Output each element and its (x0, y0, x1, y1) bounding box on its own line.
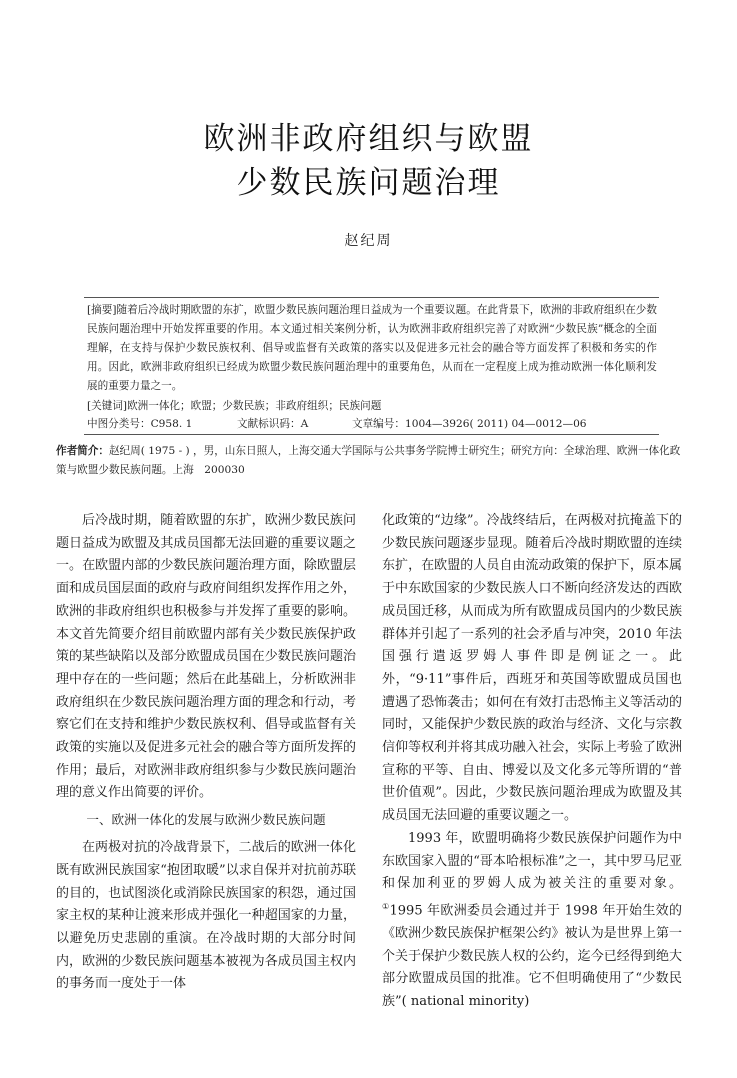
author-name: 赵纪周 (344, 233, 393, 249)
abstract-bottom-rule (84, 434, 659, 435)
doc-code-label: 文献标识码： (237, 418, 301, 430)
right-column (382, 510, 682, 1014)
keywords-label: [关键词] (87, 400, 128, 412)
abstract-label: [摘要] (87, 304, 117, 316)
author-note (56, 442, 682, 480)
doc-code-value: A (300, 418, 309, 430)
article-number-value: 1004—3926( 2011) 04—0012—06 (404, 418, 587, 430)
clc-label: 中图分类号： (87, 418, 151, 430)
title-line-1: 欧洲非政府组织与欧盟 (203, 121, 534, 157)
author-note-text: 赵纪周( 1975 - ) ，男，山东日照人，上海交通大学国际与公共事务学院博士研究生；研究方向：全球治理、欧洲一体化政策与欧盟少数民族问题。上海 200030 (56, 445, 681, 476)
right-paragraph-2a: 1993 年，欧盟明确将少数民族保护问题作为中东欧国家入盟的“哥本哈根标准”之一，其中罗马尼亚和保加利亚的罗姆人成为被关注的重要对象。 (382, 830, 682, 892)
right-paragraph-2b: 1995 年欧洲委员会通过并于 1998 年开始生效的《欧洲少数民族保护框架公约》被认为是世界上第一个关于保护少数民族人权的公约，迄今已经得到绝大部分欧盟成员国的批准。它不但明确使用了“少数民族”( national minority) (382, 903, 683, 1010)
keywords (87, 397, 657, 416)
classification-line (87, 416, 657, 432)
title-line-2: 少数民族问题治理 (236, 165, 501, 201)
right-paragraph-2 (382, 828, 682, 1014)
abstract (87, 301, 657, 396)
article-number-label: 文章编号： (352, 418, 405, 430)
abstract-text: 随着后冷战时期欧盟的东扩，欧盟少数民族问题治理日益成为一个重要议题。在此背景下，欧洲的非政府组织在少数民族问题治理中开始发挥重要的作用。本文通过相关案例分析，认为欧洲非政府组织完善了对欧洲“少数民族”概念的全面理解，在支持与保护少数民族权利、倡导或监督有关政策的落实以及促进多元社会的融合等方面发挥了积极和务实的作用。因此，欧洲非政府组织已经成为欧盟少数民族问题治理中的重要角色，从而在一定程度上成为推动欧洲一体化顺利发展的重要力量之一。 (87, 304, 657, 392)
left-column (56, 510, 356, 996)
section-heading-1: 一、欧洲一体化的发展与欧洲少数民族问题 (86, 812, 326, 828)
footnote-marker: ① (382, 901, 390, 911)
keywords-text: 欧洲一体化；欧盟；少数民族；非政府组织；民族问题 (127, 400, 382, 412)
left-paragraph-2: 在两极对抗的冷战背景下，二战后的欧洲一体化既有欧洲民族国家“抱团取暖”以求自保并对抗前苏联的目的，也试图淡化或消除民族国家的积怨，通过国家主权的某种让渡来形成并强化一种超国家的力量，以避免历史悲剧的重演。在冷战时期的大部分时间内，欧洲的少数民族问题基本被视为各成员国主权内的事务而一度处于一体 (56, 840, 356, 992)
right-paragraph-1: 化政策的“边缘”。冷战终结后，在两极对抗掩盖下的少数民族问题逐步显现。随着后冷战时期欧盟的连续东扩，在欧盟的人员自由流动政策的保护下，原本属于中东欧国家的少数民族人口不断向经济发达的西欧成员国迁移，从而成为所有欧盟成员国内的少数民族群体并引起了一系列的社会矛盾与冲突，2010 年法国强行遣返罗姆人事件即是例证之一。此外，“9·11”事件后，西班牙和英国等欧盟成员国也遭遇了恐怖袭击；如何在有效打击恐怖主义等活动的同时，又能保护少数民族的政治与经济、文化与宗教信仰等权利并将其成功融入社会，实际上考验了欧洲宣称的平等、自由、博爱以及文化多元等所谓的“普世价值观”。因此，少数民族问题治理成为欧盟及其成员国无法回避的重要议题之一。 (382, 513, 682, 824)
left-paragraph-1: 后冷战时期，随着欧盟的东扩，欧洲少数民族问题日益成为欧盟及其成员国都无法回避的重要议题之一。在欧盟内部的少数民族问题治理方面，除欧盟层面和成员国层面的政府与政府间组织发挥作用之外，欧洲的非政府组织也积极参与并发挥了重要的影响。本文首先简要介绍目前欧盟内部有关少数民族保护政策的某些缺陷以及部分欧盟成员国在少数民族问题治理中存在的一些问题；然后在此基础上，分析欧洲非政府组织在少数民族问题治理方面的理念和行动，考察它们在支持和维护少数民族权利、倡导或监督有关政策的实施以及促进多元社会的融合等方面所发挥的作用；最后，对欧洲非政府组织参与少数民族问题治理的意义作出简要的评价。 (56, 513, 356, 801)
abstract-top-rule (84, 297, 659, 298)
author-note-label: 作者简介： (56, 445, 109, 457)
clc-value: C958. 1 (150, 418, 193, 430)
